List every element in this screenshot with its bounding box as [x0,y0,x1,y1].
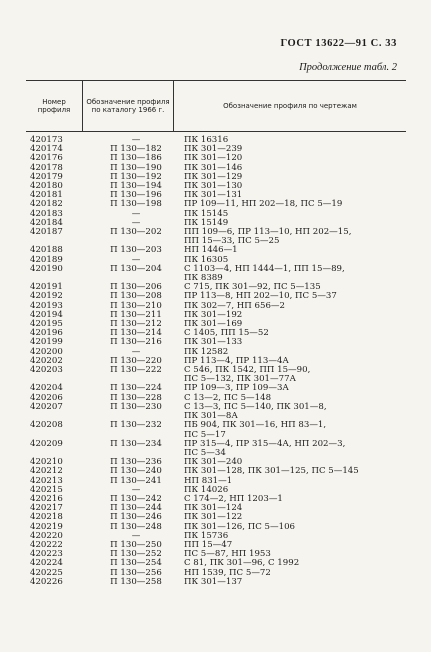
catalog-designation: П 130—254 [110,558,162,569]
profile-number: 420195 [30,319,63,330]
drawing-designation-line: ПР 113—8, НП 202—10, ПС 5—37 [184,291,337,302]
profile-number: 420193 [30,300,63,311]
catalog-designation: П 130—203 [110,245,162,256]
column-header-number: Номер профиля [26,81,83,131]
drawing-designation-line: ПК 8389 [184,273,223,284]
drawing-designation-line: С 13—3, ПС 5—140, ПК 301—8, [184,401,327,412]
catalog-designation: П 130—202 [110,227,162,238]
profile-number: 420200 [30,346,63,357]
table-row [26,421,406,439]
profile-number: 420180 [30,181,63,192]
catalog-designation: П 130—194 [110,181,162,192]
drawing-designation-line: ПК 14026 [184,484,229,495]
drawing-designation-line: ПК 301—146 [184,162,243,173]
drawing-designation [172,366,406,384]
drawing-designation [172,228,406,246]
catalog-designation: — [131,484,141,495]
drawing-designation-line: С 1103—4, НП 1444—1, ПП 15—89, [184,263,345,274]
catalog-designation: П 130—182 [110,144,162,155]
catalog-designation: П 130—258 [110,576,162,587]
catalog-designation: П 130—236 [110,457,162,468]
drawing-designation [172,403,406,421]
profile-number: 420182 [30,199,63,210]
catalog-designation: П 130—256 [110,567,162,578]
drawing-designation-line: ПК 16305 [184,254,229,265]
drawing-designation-line: ПК 301—126, ПС 5—106 [184,521,296,532]
catalog-designation: П 130—198 [110,199,162,210]
drawing-designation-line: С 81, ПК 301—96, С 1992 [184,558,300,569]
table-row [26,440,406,458]
profile-number: 420216 [30,493,63,504]
drawing-designation-line: НП 1539, ПС 5—72 [184,567,271,578]
drawing-designation-line: ПР 315—4, ПР 315—4А, НП 202—3, [184,438,346,449]
profile-number: 420179 [30,171,63,182]
profile-number: 420220 [30,530,63,541]
catalog-designation: П 130—204 [110,263,162,274]
profile-number: 420217 [30,503,63,514]
page-header: ГОСТ 13622—91 С. 33 [280,38,397,49]
table-body [26,136,406,587]
drawing-designation-line: С 13—2, ПС 5—148 [184,392,272,403]
profile-number: 420206 [30,392,63,403]
table-header [26,80,406,132]
drawing-designation-line: ПК 301—133 [184,337,243,348]
profile-number: 420192 [30,291,63,302]
drawing-designation-line: ПК 301—8А [184,411,238,422]
column-header-catalog: Обозначение профиля по каталогу 1966 г. [83,81,174,131]
catalog-designation: П 130—222 [110,365,162,376]
profile-number: 420218 [30,512,63,523]
catalog-designation: П 130—242 [110,493,162,504]
table-continuation-caption: Продолжение табл. 2 [299,62,397,73]
drawing-designation-line: ПК 301—120 [184,153,243,164]
drawing-designation-line: ПК 301—137 [184,576,243,587]
table-row [26,366,406,384]
drawing-designation-line: ПС 5—34 [184,447,226,458]
catalog-designation: П 130—212 [110,319,162,330]
profile-table [26,80,406,587]
profile-number: 420208 [30,420,63,431]
drawing-designation-line: ПБ 904, ПК 301—16, НП 83—1, [184,420,327,431]
drawing-designation [172,421,406,439]
profile-number: 420183 [30,208,63,219]
catalog-designation: П 130—230 [110,401,162,412]
drawing-designation-line: С 715, ПК 301—92, ПС 5—135 [184,282,321,293]
table-row [26,578,406,587]
table-row [26,265,406,283]
profile-number: 420225 [30,567,63,578]
catalog-designation: П 130—186 [110,153,162,164]
drawing-designation-line: ПР 113—4, ПР 113—4А [184,355,289,366]
catalog-designation: — [131,217,141,228]
drawing-designation-line: С 174—2, НП 1203—1 [184,493,283,504]
profile-number: 420219 [30,521,63,532]
profile-number: 420203 [30,365,63,376]
catalog-designation: — [131,346,141,357]
drawing-designation-line: ПК 16316 [184,135,229,145]
profile-number: 420204 [30,383,63,394]
drawing-designation-line: НП 1446—1 [184,245,238,256]
column-header-drawing: Обозначение профиля по чертежам [223,101,357,110]
drawing-designation-line: ПК 301—128, ПК 301—125, ПС 5—145 [184,466,359,477]
catalog-designation: — [131,208,141,219]
profile-number: 420210 [30,457,63,468]
drawing-designation-line: ПК 15149 [184,217,229,228]
table-row [26,228,406,246]
catalog-designation: П 130—196 [110,190,162,201]
drawing-designation-line: ПК 301—122 [184,512,243,523]
profile-number: 420209 [30,438,63,449]
catalog-designation: П 130—232 [110,420,162,431]
catalog-designation: П 130—192 [110,171,162,182]
profile-number: 420184 [30,217,63,228]
drawing-designation-line: ПК 302—7, НП 656—2 [184,300,285,311]
catalog-designation: П 130—190 [110,162,162,173]
profile-number: 420196 [30,328,63,339]
table-row [26,403,406,421]
catalog-designation: П 130—214 [110,328,162,339]
catalog-designation: П 130—210 [110,300,162,311]
drawing-designation-line: ПП 109—6, ПР 113—10, НП 202—15, [184,227,352,238]
drawing-designation-line: ПП 15—47 [184,539,233,550]
drawing-designation-line: ПК 301—192 [184,309,243,320]
catalog-designation: П 130—250 [110,539,162,550]
profile-number: 420215 [30,484,63,495]
profile-number: 420226 [30,576,63,587]
profile-number: 420174 [30,144,63,155]
profile-number: 420189 [30,254,63,265]
drawing-designation-line: ПК 301—169 [184,319,243,330]
catalog-designation: — [131,135,141,145]
catalog-designation: П 130—248 [110,521,162,532]
catalog-designation: П 130—234 [110,438,162,449]
drawing-designation-line: ПК 301—131 [184,190,243,201]
catalog-designation: П 130—240 [110,466,162,477]
drawing-designation-line: С 1405, ПП 15—52 [184,328,269,339]
profile-number: 420207 [30,401,63,412]
drawing-designation-line: ПС 5—132, ПК 301—77А [184,374,297,385]
drawing-designation-line: ПК 301—239 [184,144,243,155]
catalog-designation: П 130—246 [110,512,162,523]
drawing-designation-line: ПК 301—130 [184,181,243,192]
catalog-designation: П 130—241 [110,475,162,486]
drawing-designation [172,440,406,458]
drawing-designation-line: ПС 5—17 [184,429,226,440]
drawing-designation-line: ПК 15736 [184,530,229,541]
profile-number: 420194 [30,309,63,320]
profile-number: 420202 [30,355,63,366]
drawing-designation-line: ПК 12582 [184,346,229,357]
catalog-designation: — [131,254,141,265]
catalog-designation: — [131,530,141,541]
profile-number: 420199 [30,337,63,348]
catalog-designation: П 130—208 [110,291,162,302]
drawing-designation-line: ПК 301—129 [184,171,243,182]
drawing-designation-line: ПП 15—33, ПС 5—25 [184,236,280,247]
drawing-designation-line: ПР 109—3, ПР 109—3А [184,383,289,394]
drawing-designation-line: НП 831—1 [184,475,233,486]
profile-number: 420181 [30,190,63,201]
drawing-designation-line: ПК 301—124 [184,503,243,514]
profile-number: 420223 [30,549,63,560]
catalog-designation: П 130—224 [110,383,162,394]
drawing-designation [172,578,406,587]
profile-number: 420222 [30,539,63,550]
drawing-designation-line: ПК 301—240 [184,457,243,468]
profile-number: 420212 [30,466,63,477]
catalog-designation: П 130—206 [110,282,162,293]
catalog-designation: П 130—228 [110,392,162,403]
drawing-designation-line: ПС 5—87, НП 1953 [184,549,271,560]
profile-number: 420176 [30,153,63,164]
profile-number: 420224 [30,558,63,569]
drawing-designation-line: С 546, ПК 1542, ПП 15—90, [184,365,311,376]
drawing-designation-line: ПР 109—11, НП 202—18, ПС 5—19 [184,199,343,210]
catalog-designation: П 130—211 [110,309,162,320]
profile-number: 420190 [30,263,63,274]
profile-number: 420173 [30,135,63,145]
drawing-designation-line: ПК 15145 [184,208,229,219]
catalog-designation: П 130—244 [110,503,162,514]
drawing-designation [172,265,406,283]
profile-number: 420187 [30,227,63,238]
catalog-designation: П 130—216 [110,337,162,348]
profile-number: 420213 [30,475,63,486]
catalog-designation: П 130—220 [110,355,162,366]
catalog-designation: П 130—252 [110,549,162,560]
profile-number: 420188 [30,245,63,256]
profile-number: 420178 [30,162,63,173]
profile-number: 420191 [30,282,63,293]
